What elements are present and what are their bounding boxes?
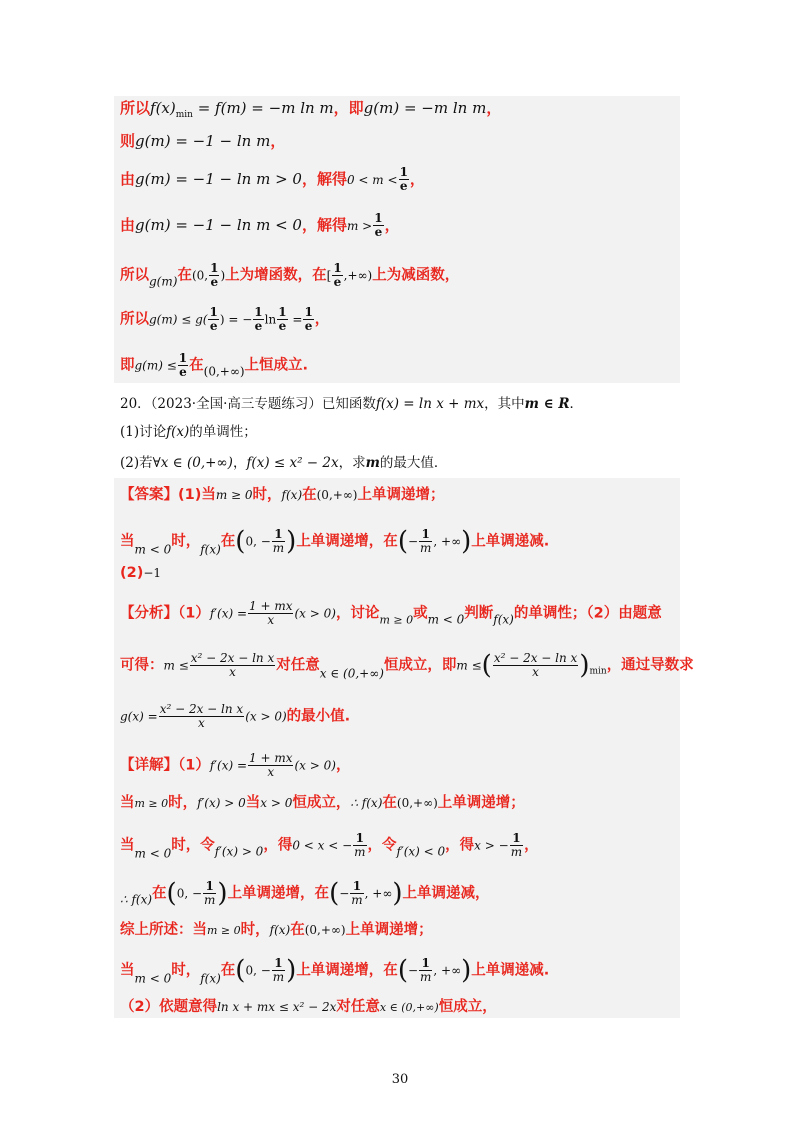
solution-line-5: 所以$_{g(m)}$在(0, $\frac{1}{e}$ )上为增函数，在[ $\frac{1}{e}$ ,+∞)上为减函数， bbox=[120, 261, 460, 289]
detail-line-4: $_{\therefore f(x)}$在(0, − $\frac{1}{m}$ )上单调递增，在(− $\frac{1}{m}$ , +∞)上单调递减， bbox=[120, 878, 490, 909]
analysis-line-1: 【分析】（1）f′(x) = $\frac{1 + mx}{x}$ (x > 0)，讨论$_{m \ge 0}$或$_{m < 0}$判断$_{f(x)}$的单调性；（2）由题意 bbox=[120, 599, 662, 627]
solution-line-2: 则g(m) = −1 − ln m， bbox=[120, 132, 286, 150]
detail-line-7: （2）依题意得ln x + mx ≤ x² − 2x对任意x ∈ (0,+∞)恒成立， bbox=[120, 999, 497, 1015]
analysis-line-3: g(x) = $\frac{\text{x² − 2x − ln x}}{x}$ (x > 0)的最小值. bbox=[120, 702, 351, 730]
analysis-line-2: 可得：m ≤ $\frac{\text{x² − 2x − ln x}}{x}$ 对任意$_{x \in (0,+\infty)}$恒成立，即m ≤( $\frac{\text{x² − 2x − ln x}}{x}$ )$_{min}$，通过导数求 bbox=[120, 650, 694, 681]
solution-line-7: 即g(m) ≤ $\frac{1}{e}$ 在$_{(0,+\infty)}$上恒成立. bbox=[120, 351, 309, 379]
solution-line-6: 所以g(m) ≤ g( $\frac{1}{e}$ ) = − $\frac{1}{e}$ ln $\frac{1}{e}$ = $\frac{1}{e}$ ， bbox=[120, 305, 330, 333]
detail-line-5: 综上所述：当m ≥ 0时，f(x)在(0,+∞)上单调递增； bbox=[120, 922, 433, 938]
detail-line-2: 当m ≥ 0时，f′(x) > 0当x > 0恒成立，∴ f(x)在(0,+∞)上单调递增； bbox=[120, 795, 525, 811]
solution-line-1: 所以$f(x)_{min} = f(m) = -m$ ln m，即g(m) = −m ln m， bbox=[120, 99, 502, 120]
problem-part-2: (2)若∀x ∈ (0,+∞)，f(x) ≤ x² − 2x，求m的最大值． bbox=[120, 455, 448, 471]
solution-line-4: 由g(m) = −1 − ln m < 0，解得m > $\frac{1}{e}$ ， bbox=[120, 211, 400, 239]
problem-part-1: (1)讨论f(x)的单调性； bbox=[120, 424, 257, 440]
page-number: 30 bbox=[391, 1072, 409, 1087]
detail-line-3: 当$_{m < 0}$时，令$_{f'(x) > 0}$，得0 < x < − $\frac{1}{m}$ ，令$_{f'(x) < 0}$，得x > − $\frac{1}{m}$ ， bbox=[120, 831, 539, 861]
answer-line-3: (2)−1 bbox=[120, 565, 162, 581]
problem-statement: 20．（2023·全国·高三专题练习）已知函数f(x) = ln x + mx，其中m ∈ R． bbox=[120, 396, 584, 412]
answer-line-2: 当$_{m < 0}$时，$_{f(x)}$在(0, − $\frac{1}{m}$ )上单调递增，在(− $\frac{1}{m}$ , +∞)上单调递减. bbox=[120, 526, 550, 557]
solution-line-3: 由g(m) = −1 − ln m > 0，解得0 < m < $\frac{1}{e}$ ， bbox=[120, 165, 425, 193]
detail-line-6: 当$_{m < 0}$时，$_{f(x)}$在(0, − $\frac{1}{m}$ )上单调递增，在(− $\frac{1}{m}$ , +∞)上单调递减. bbox=[120, 955, 550, 986]
detail-line-1: 【详解】（1）f′(x) = $\frac{1 + mx}{x}$ (x > 0)， bbox=[120, 751, 351, 779]
answer-line-1: 【答案】(1)当m ≥ 0时，f(x)在(0,+∞)上单调递增； bbox=[120, 487, 445, 503]
